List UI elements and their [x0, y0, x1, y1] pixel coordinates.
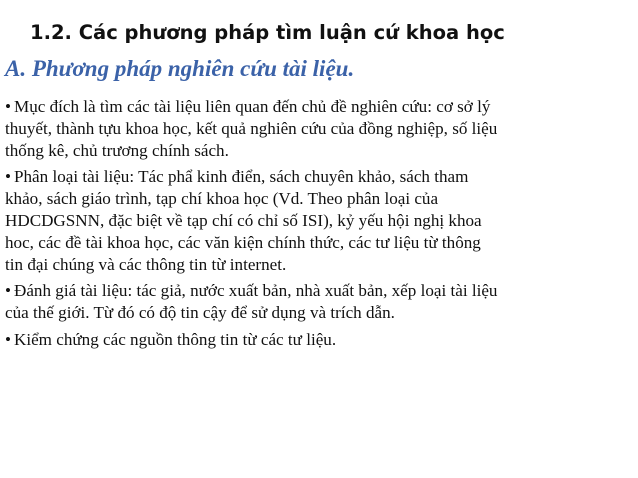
- bullet-item: [5, 96, 631, 161]
- bullet-marker: •: [5, 167, 11, 187]
- bullet-marker: •: [5, 281, 11, 301]
- bullet-line: thuyết, thành tựu khoa học, kết quả nghiên cứu của đồng nghiệp, số liệu: [5, 118, 498, 138]
- bullet-line: của thế giới. Từ đó có độ tin cậy để sử dụng và trích dẫn.: [5, 303, 395, 323]
- bullet-marker: •: [5, 329, 11, 349]
- bullet-marker: •: [5, 97, 11, 116]
- section-heading: A. Phương pháp nghiên cứu tài liệu.: [5, 56, 355, 81]
- bullet-line: Mục đích là tìm các tài liệu liên quan đến chủ đề nghiên cứu: cơ sở lý: [14, 97, 491, 116]
- bullet-item: [5, 280, 631, 324]
- bullet-line: Phân loại tài liệu: Tác phẩ kinh điển, sách chuyên khảo, sách tham: [14, 167, 469, 187]
- slide-title: 1.2. Các phương pháp tìm luận cứ khoa học: [30, 21, 505, 44]
- bullet-line: hoc, các đề tài khoa học, các văn kiện chính thức, các tư liệu từ thông: [5, 232, 481, 252]
- bullet-line: HDCDGSNN, đặc biệt về tạp chí có chỉ số ISI), kỷ yếu hội nghị khoa: [5, 210, 482, 230]
- bullet-item: [5, 166, 631, 275]
- bullet-line: thống kê, chủ trương chính sách.: [5, 140, 229, 160]
- bullet-line: Đánh giá tài liệu: tác giả, nước xuất bản, nhà xuất bản, xếp loại tài liệu: [14, 281, 498, 301]
- bullet-line: Kiểm chứng các nguồn thông tin từ các tư liệu.: [14, 329, 337, 349]
- bullet-list: [5, 96, 631, 356]
- bullet-item: [5, 329, 631, 351]
- bullet-line: khảo, sách giáo trình, tạp chí khoa học (Vd. Theo phân loại của: [5, 189, 439, 209]
- bullet-line: tin đại chúng và các thông tin từ internet.: [5, 254, 287, 274]
